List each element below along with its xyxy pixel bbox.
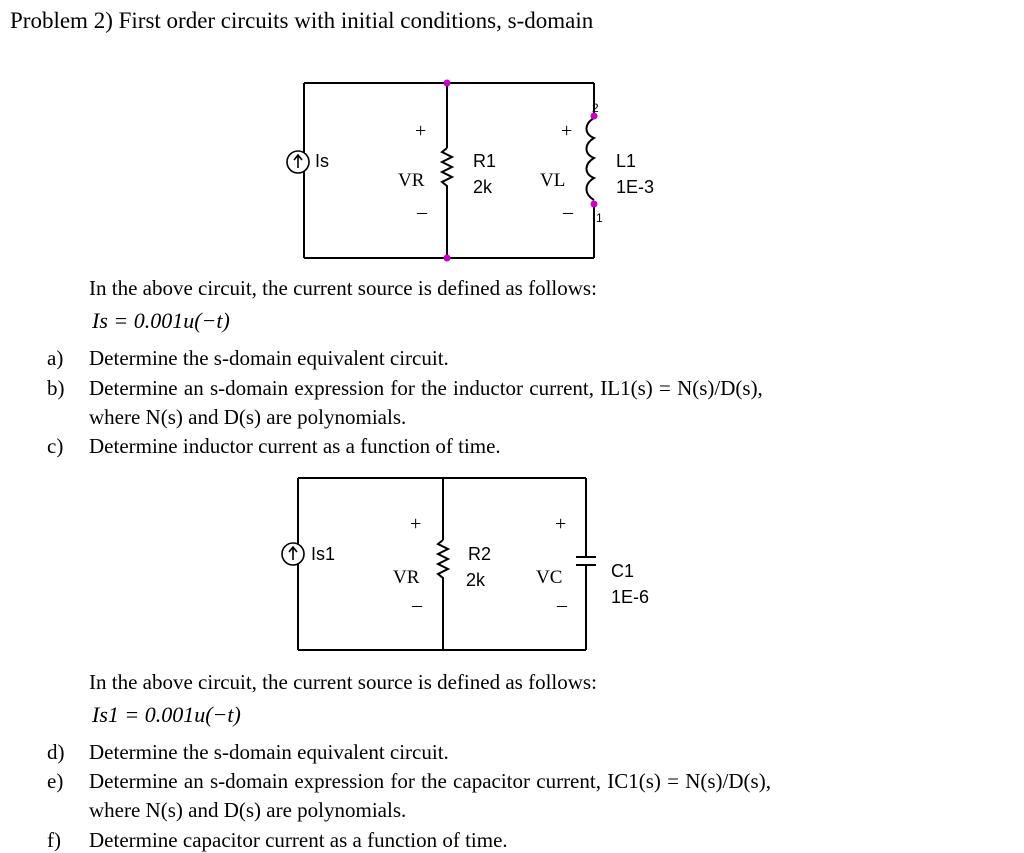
c2-c-value: 1E-6: [611, 587, 650, 607]
c1-l-value: 1E-3: [616, 177, 655, 197]
item-f-marker: f): [47, 828, 61, 852]
item-a-marker: a): [47, 346, 64, 370]
c2-r-value: 2k: [466, 570, 486, 590]
c2-vc-plus: +: [555, 513, 567, 535]
c1-vr-plus: +: [415, 120, 427, 142]
item-b-text-cont: where N(s) and D(s) are polynomials.: [89, 405, 407, 429]
c2-source-label: Is1: [311, 544, 336, 564]
item-e-text: Determine an s-domain expression for the capacitor current, IC1(s) = N(s)/D(s),: [89, 769, 771, 793]
c2-vc-label: VC: [536, 567, 563, 588]
c2-vc-minus: –: [557, 594, 567, 616]
item-d-marker: d): [47, 740, 65, 764]
item-a-text: Determine the s-domain equivalent circuit.: [89, 346, 449, 370]
item-c-text: Determine inductor current as a function of time.: [89, 434, 501, 458]
section2-equation: Is1 = 0.001u(−t): [92, 702, 241, 727]
item-d-text: Determine the s-domain equivalent circuit.: [89, 740, 449, 764]
item-b-text: Determine an s-domain expression for the inductor current, IL1(s) = N(s)/D(s),: [89, 376, 763, 400]
c2-vr-label: VR: [393, 567, 420, 588]
c2-current-source-icon: [282, 543, 304, 565]
c1-vl-plus: +: [561, 120, 573, 142]
c2-vr-plus: +: [410, 513, 422, 535]
r2-resistor: [438, 540, 448, 582]
c1-r-value: 2k: [473, 177, 493, 197]
section2-intro: In the above circuit, the current source is defined as follows:: [89, 670, 597, 694]
item-b-marker: b): [47, 376, 65, 400]
c1-vl-label: VL: [540, 170, 566, 191]
item-c-marker: c): [47, 434, 64, 458]
item-e-text-cont: where N(s) and D(s) are polynomials.: [89, 798, 407, 822]
c1-r-name: R1: [473, 151, 497, 171]
c1-l-name: L1: [616, 151, 637, 171]
c1-source-label: Is: [315, 151, 330, 171]
c1-vr-label: VR: [398, 170, 425, 191]
page-title: Problem 2) First order circuits with initial conditions, s-domain: [10, 8, 594, 33]
c2-c-name: C1: [611, 561, 635, 581]
item-f-text: Determine capacitor current as a function of time.: [89, 828, 508, 852]
c2-vr-minus: –: [412, 594, 422, 616]
c2-r-name: R2: [468, 544, 492, 564]
l1-pin-1-label: 1: [596, 211, 603, 225]
item-e-marker: e): [47, 769, 64, 793]
l1-pin-2-label: 2: [592, 101, 599, 115]
section1-equation: Is = 0.001u(−t): [92, 308, 230, 333]
c1-vr-minus: –: [417, 201, 427, 223]
section1-intro: In the above circuit, the current source is defined as follows:: [89, 276, 597, 300]
c1-vl-minus: –: [563, 201, 573, 223]
